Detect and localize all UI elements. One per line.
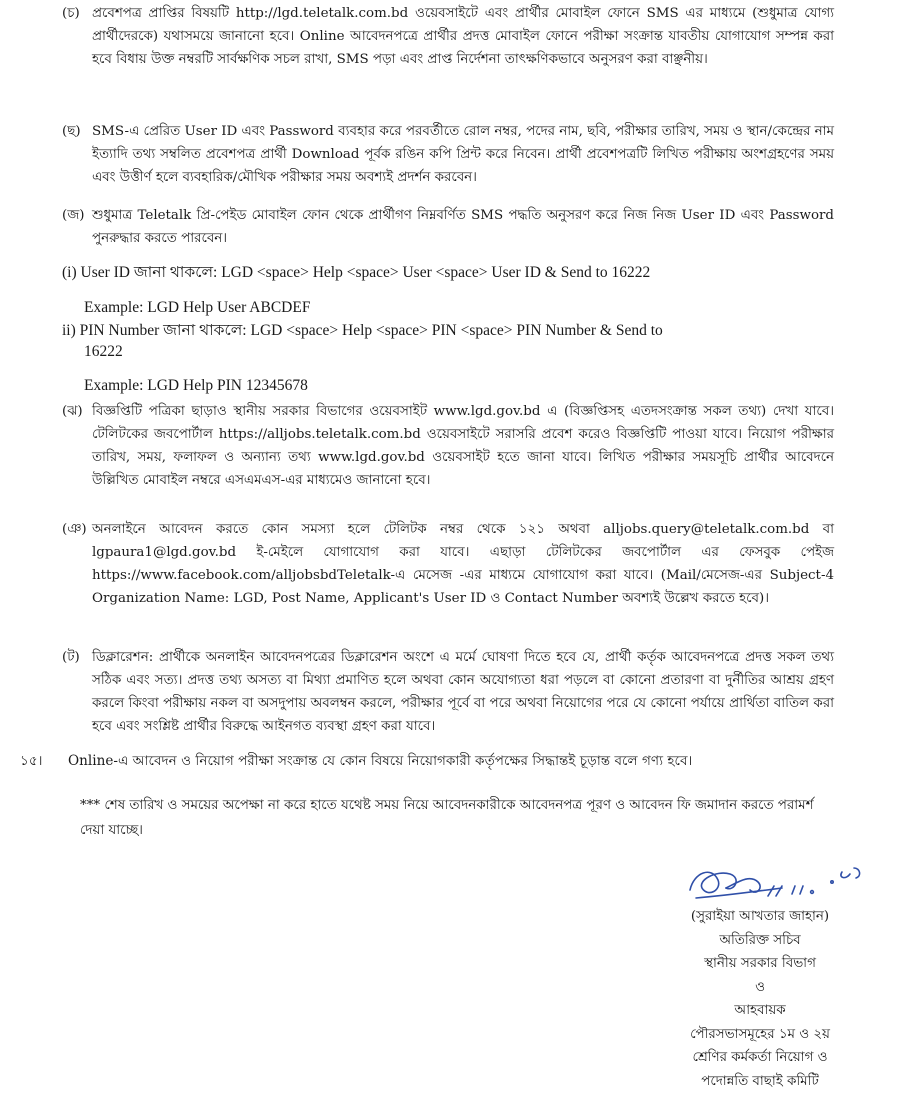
paragraph-text: শুধুমাত্র Teletalk প্রি-পেইড মোবাইল ফোন থেকে প্রার্থীগণ নিম্নবর্ণিত SMS পদ্ধতি অনুসরণ করে নিজ নিজ User ID এবং Password পুনরুদ্ধার করতে পারবেন। <box>92 208 834 246</box>
signatory-department: স্থানীয় সরকার বিভাগ <box>704 956 816 971</box>
paragraph-text: SMS-এ প্রেরিত User ID এবং Password ব্যবহার করে পরবর্তীতে রোল নম্বর, পদের নাম, ছবি, পরীক্ষার তারিখ, সময় ও স্থান/কেন্দ্রের নাম ইত্যাদি তথ্য সম্বলিত প্রবেশপত্র প্রার্থী Download পূর্বক রঙিন কপি প্রিন্ট করে নিবেন। প্রার্থী প্রবেশপত্রটি লিখিত পরীক্ষায় অংশগ্রহণের সময় এবং উত্তীর্ণ হলে ব্যবহারিক/মৌখিক পরীক্ষার সময় অবশ্যই প্রদর্শন করবেন। <box>92 124 834 185</box>
signatory-block <box>640 905 880 1093</box>
paragraph-text: ডিক্লারেশন: প্রার্থীকে অনলাইন আবেদনপত্রের ডিক্লারেশন অংশে এ মর্মে ঘোষণা দিতে হবে যে, প্রার্থী কর্তৃক আবেদনপত্রে প্রদত্ত সকল তথ্য সঠিক এবং সত্য। প্রদত্ত তথ্য অসত্য বা মিথ্যা প্রমাণিত হলে অথবা কোন অযোগ্যতা ধরা পড়লে বা কোনো প্রতারণা বা দুর্নীতির আশ্রয় গ্রহণ করলে কিংবা পরীক্ষায় নকল বা অসদুপায় অবলম্বন করলে, পরীক্ষার পূর্বে বা পরে অথবা নিয়োগের পরে যে কোনো পর্যায়ে প্রার্থিতা বাতিল করা হবে এবং সংশ্লিষ্ট প্রার্থীর বিরুদ্ধে আইনগত ব্যবস্থা গ্রহণ করা যাবে। <box>92 650 834 734</box>
paragraph-marker: (ঝ) <box>62 404 83 419</box>
paragraph-cha <box>62 2 834 71</box>
section-text: Online-এ আবেদন ও নিয়োগ পরীক্ষা সংক্রান্ত যে কোন বিষয়ে নিয়োগকারী কর্তৃপক্ষের সিদ্ধান্তই চূড়ান্ত বলে গণ্য হবে। <box>68 753 693 769</box>
paragraph-text: অনলাইনে আবেদন করতে কোন সমস্যা হলে টেলিটক নম্বর থেকে ১২১ অথবা alljobs.query@teletalk.com.bd বা lgpaura1@lgd.gov.bd ই-মেইলে যোগাযোগ করা যাবে। এছাড়া টেলিটকের জবপোর্টাল এর ফেসবুক পেইজ https://www.facebook.com/alljobsbdTeletalk-এ মেসেজ -এর মাধ্যমে যোগাযোগ করা যাবে। (Mail/মেসেজ-এর Subject-4 Organization Name: LGD, Post Name, Applicant's User ID ও Contact Number অবশ্যই উল্লেখ করতে হবে)। <box>92 522 834 606</box>
paragraph-nya <box>62 518 834 610</box>
paragraph-marker: (জ) <box>62 208 85 223</box>
paragraph-ja <box>62 204 834 250</box>
paragraph-jha <box>62 400 834 492</box>
sms-instruction-pin-cont: 16222 <box>84 343 123 360</box>
paragraph-text: প্রবেশপত্র প্রাপ্তির বিষয়টি http://lgd.teletalk.com.bd ওয়েবসাইটে এবং প্রার্থীর মোবাইল ফোনে SMS এর মাধ্যমে (শুধুমাত্র যোগ্য প্রার্থীদেরকে) যথাসময়ে জানানো হবে। Online আবেদনপত্রে প্রার্থীর প্রদত্ত মোবাইল ফোনে পরীক্ষা সংক্রান্ত যাবতীয় যোগাযোগ সম্পন্ন করা হবে বিধায় উক্ত নম্বরটি সার্বক্ষণিক সচল রাখা, SMS পড়া এবং প্রাপ্ত নির্দেশনা তাৎক্ষণিকভাবে অনুসরণ করা বাঞ্ছনীয়। <box>92 6 834 67</box>
sms-example-user-id: Example: LGD Help User ABCDEF <box>84 299 311 316</box>
signatory-name: (সুরাইয়া আখতার জাহান) <box>690 909 830 924</box>
paragraph-marker: (চ) <box>62 6 80 21</box>
signatory-conjunction: ও <box>755 979 765 995</box>
paragraph-ta <box>62 646 834 738</box>
paragraph-marker: (ছ) <box>62 124 81 139</box>
sms-example-pin: Example: LGD Help PIN 12345678 <box>84 377 308 394</box>
signatory-designation: অতিরিক্ত সচিব <box>719 932 801 948</box>
signatory-role: আহবায়ক <box>734 1003 786 1018</box>
paragraph-chha <box>62 120 834 189</box>
committee-line: পদোন্নতি বাছাই কমিটি <box>701 1073 819 1089</box>
paragraph-marker: (ঞ) <box>62 522 87 537</box>
sms-instruction-pin: ii) PIN Number জানা থাকলে: LGD <space> Help <space> PIN <space> PIN Number & Send to <box>62 322 663 339</box>
committee-line: শ্রেণির কর্মকর্তা নিয়োগ ও <box>692 1050 828 1065</box>
advisory-note: *** শেষ তারিখ ও সময়ের অপেক্ষা না করে হাতে যথেষ্ট সময় নিয়ে আবেদনকারীকে আবেদনপত্র পূরণ ও আবেদন ফি জমাদান করতে পরামর্শ দেয়া যাচ্ছে। <box>80 798 814 838</box>
sms-instruction-user-id: (i) User ID জানা থাকলে: LGD <space> Help <space> User <space> User ID & Send to 16222 <box>62 264 651 281</box>
committee-line: পৌরসভাসমূহের ১ম ও ২য় <box>690 1026 830 1042</box>
paragraph-marker: (ট) <box>62 650 80 665</box>
paragraph-text: বিজ্ঞপ্তিটি পত্রিকা ছাড়াও স্থানীয় সরকার বিভাগের ওয়েবসাইট www.lgd.gov.bd এ (বিজ্ঞপ্তিসহ এতদসংক্রান্ত সকল তথ্য) দেখা যাবে। টেলিটকের জবপোর্টাল https://alljobs.teletalk.com.bd ওয়েবসাইটে সরাসরি প্রবেশ করেও বিজ্ঞপ্তিটি পাওয়া যাবে। নিয়োগ পরীক্ষার তারিখ, সময়, ফলাফল ও অন্যান্য তথ্য www.lgd.gov.bd ওয়েবসাইট হতে জানা যাবে। লিখিত পরীক্ষার সময়সূচি প্রার্থীর আবেদনে উল্লিখিত মোবাইল নম্বরে এসএমএস-এর মাধ্যমেও জানানো হবে। <box>92 404 834 488</box>
section-number: ১৫। <box>20 753 43 769</box>
